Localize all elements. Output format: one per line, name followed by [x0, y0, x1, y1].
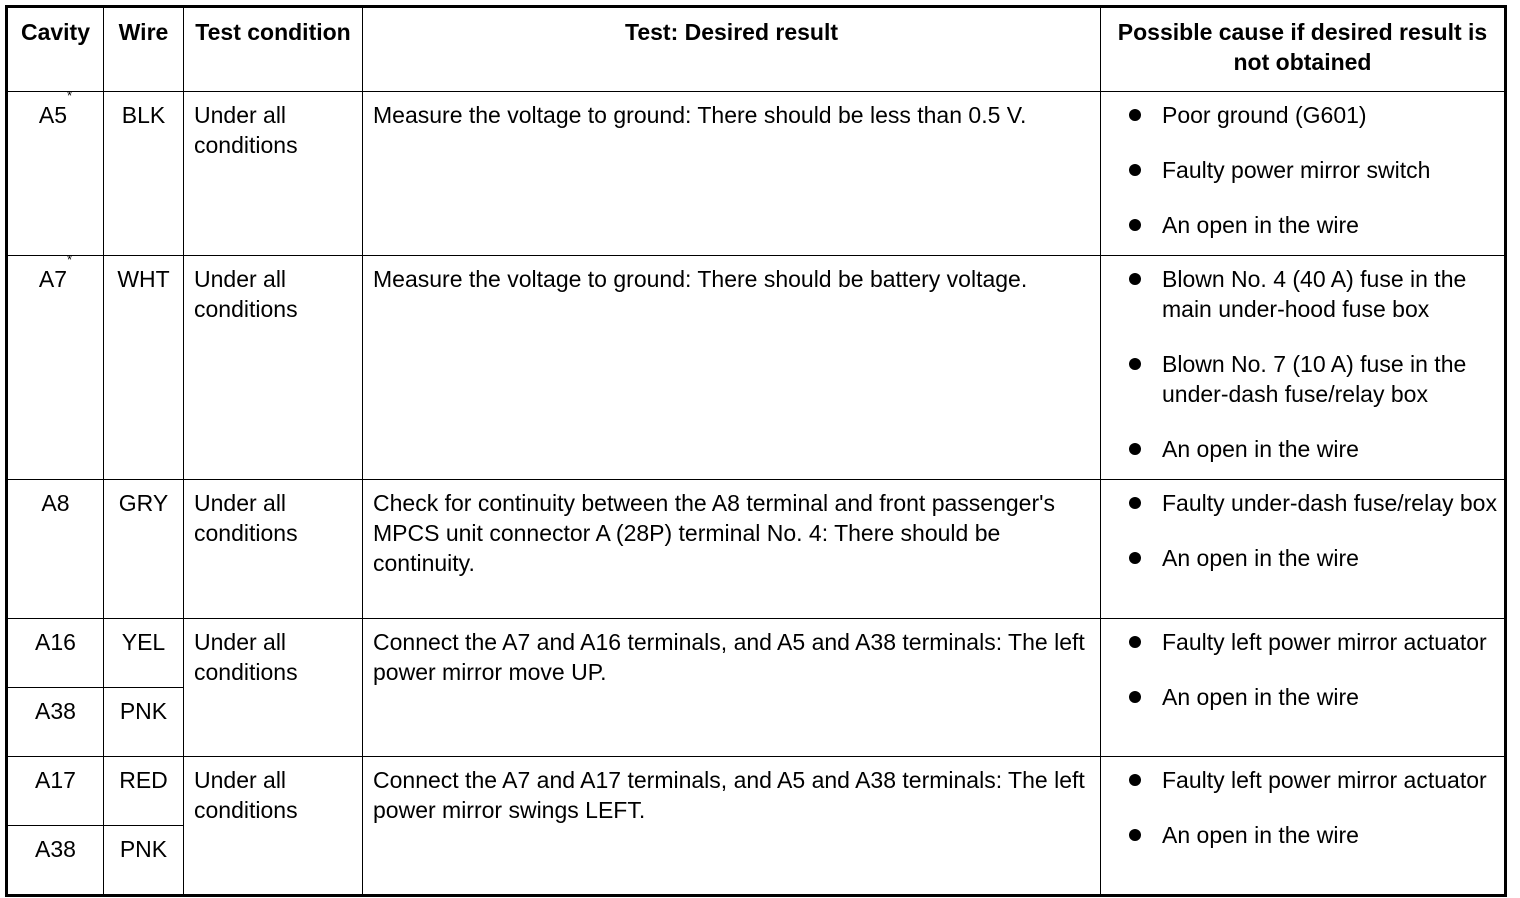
causes-cell	[1101, 619, 1506, 757]
cause-item: Faulty left power mirror actuator	[1129, 765, 1498, 795]
causes-cell	[1101, 92, 1506, 256]
cause-item: An open in the wire	[1129, 543, 1498, 573]
header-row	[7, 7, 1506, 92]
cavity-cell: A8	[7, 480, 104, 619]
cause-item: Faulty left power mirror actuator	[1129, 627, 1498, 657]
table-row	[7, 757, 1506, 826]
condition-cell: Under all conditions	[184, 757, 363, 896]
cavity-cell: A16	[7, 619, 104, 688]
cause-item: An open in the wire	[1129, 210, 1498, 240]
cause-item: An open in the wire	[1129, 682, 1498, 712]
cause-item: Blown No. 4 (40 A) fuse in the main under-hood fuse box	[1129, 264, 1498, 324]
wire-cell: PNK	[104, 688, 184, 757]
troubleshooting-table	[5, 5, 1507, 897]
result-cell: Measure the voltage to ground: There should be battery voltage.	[363, 256, 1101, 480]
condition-cell: Under all conditions	[184, 256, 363, 480]
header-cavity: Cavity	[7, 7, 104, 92]
result-cell: Measure the voltage to ground: There should be less than 0.5 V.	[363, 92, 1101, 256]
footnote-mark: *	[67, 252, 73, 267]
condition-cell: Under all conditions	[184, 480, 363, 619]
cause-item: Faulty under-dash fuse/relay box	[1129, 488, 1498, 518]
cavity-cell: A38	[7, 688, 104, 757]
cause-item: Blown No. 7 (10 A) fuse in the under-dash fuse/relay box	[1129, 349, 1498, 409]
table-row	[7, 92, 1506, 256]
table-row	[7, 256, 1506, 480]
footnote-mark: *	[67, 88, 73, 103]
causes-cell	[1101, 480, 1506, 619]
wire-cell: PNK	[104, 826, 184, 896]
header-desired-result: Test: Desired result	[363, 7, 1101, 92]
cavity-cell: A17	[7, 757, 104, 826]
table-row	[7, 480, 1506, 619]
header-wire: Wire	[104, 7, 184, 92]
wire-cell: BLK	[104, 92, 184, 256]
result-cell: Connect the A7 and A16 terminals, and A5 and A38 terminals: The left power mirror move UP.	[363, 619, 1101, 757]
cause-item: Faulty power mirror switch	[1129, 155, 1498, 185]
causes-cell	[1101, 757, 1506, 896]
cavity-cell	[7, 88, 104, 256]
wire-cell: RED	[104, 757, 184, 826]
cause-item: Poor ground (G601)	[1129, 100, 1498, 130]
wire-cell: GRY	[104, 480, 184, 619]
header-test-condition: Test condition	[184, 7, 363, 92]
result-cell: Connect the A7 and A17 terminals, and A5 and A38 terminals: The left power mirror swings LEFT.	[363, 757, 1101, 896]
wire-cell: YEL	[104, 619, 184, 688]
cavity-cell: A38	[7, 826, 104, 896]
cavity-value: A7	[38, 266, 68, 292]
condition-cell: Under all conditions	[184, 619, 363, 757]
cause-item: An open in the wire	[1129, 434, 1498, 464]
cavity-cell	[7, 252, 104, 480]
condition-cell: Under all conditions	[184, 92, 363, 256]
cause-item: An open in the wire	[1129, 820, 1498, 850]
table-row	[7, 619, 1506, 688]
header-possible-cause: Possible cause if desired result is not obtained	[1101, 7, 1506, 92]
causes-cell	[1101, 256, 1506, 480]
wire-cell: WHT	[104, 256, 184, 480]
cavity-value: A5	[38, 102, 68, 128]
result-cell: Check for continuity between the A8 terminal and front passenger's MPCS unit connector A (28P) terminal No. 4: There should be continuity.	[363, 480, 1101, 619]
